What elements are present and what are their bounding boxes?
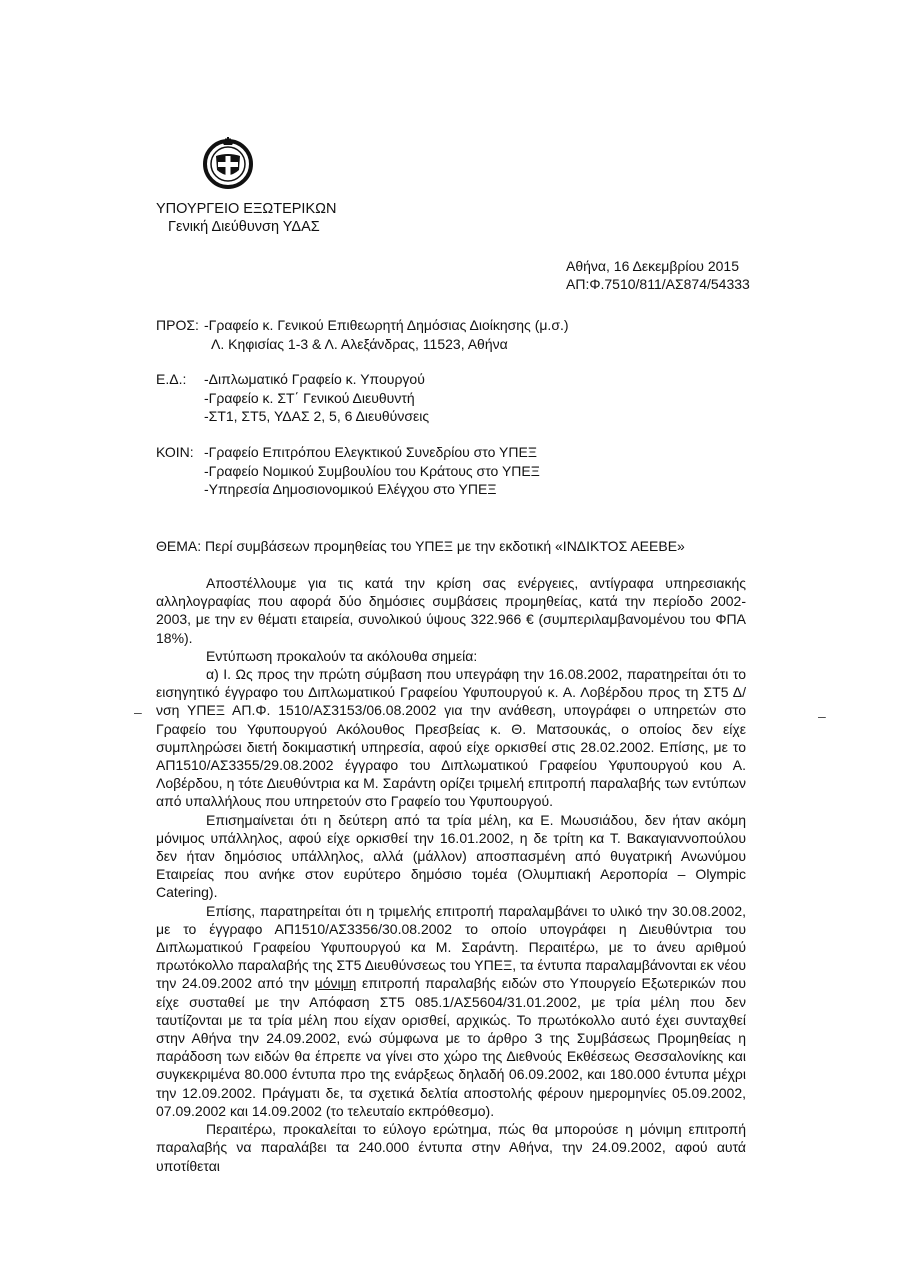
body-text: επιτροπή παραλαβής ειδών στο Υπουργείο Εξωτερικών που είχε συσταθεί με την Απόφαση ΣΤ5 085.1/ΑΣ5604/31.01.2002, με τρία μέλη που δεν ταυτίζονται με τα τρία μέλη που είχαν ορισθεί, αρχικώς. Το πρωτόκολλο αυτό έχει συνταχθεί στην Αθήνα την 24.09.2002, ενώ σύμφωνα με το άρθρο 3 της Συμβάσεως Προμηθείας η παράδοση των ειδών θα έπρεπε να γίνει στο χώρο της Διεθνούς Εκθέσεως Θεσσαλονίκης και συγκεκριμένα 80.000 έντυπα προ της ενάρξεως δηλαδή 06.09.2002, και 180.000 έντυπα μέχρι την 12.09.2002. Πράγματι δε, τα σχετικά δελτία αποστολής φέρουν ημερομηνίες 05.09.2002, 07.09.2002 και 14.09.2002 (το τελευταίο εκπρόθεσμο).	[156, 975, 746, 1119]
underlined-term: μόνιμη	[314, 975, 357, 992]
left-margin-mark: –	[134, 704, 142, 720]
body-paragraph: α) Ι. Ως προς την πρώτη σύμβαση που υπεγράφη την 16.08.2002, παρατηρείται ότι το εισηγητικό έγγραφο του Διπλωματικού Γραφείου Υφυπουργού κ. Α. Λοβέρδου προς τη ΣΤ5 Δ/νση ΥΠΕΞ ΑΠ.Φ. 1510/ΑΣ3153/06.08.2002 για την ανάθεση, υπογράφει ο υπηρετών στο Γραφείο του Υφυπουργού Ακόλουθος Πρεσβείας κ. Θ. Ματσουκάς, ο οποίος δεν είχε συμπληρώσει διετή δοκιμαστική υπηρεσία, αφού είχε ορκισθεί στις 28.02.2002. Επίσης, με το ΑΠ1510/ΑΣ3355/29.08.2002 έγγραφο του Διπλωματικού Γραφείου Υφυπουργού κου Α. Λοβέρδου, η τότε Διευθύντρια κα Μ. Σαράντη ορίζει τριμελή επιτροπή παραλαβής των εντύπων από υπαλλήλους που υπηρετούν στο Γραφείο του Υφυπουργού.	[156, 666, 746, 810]
cc-line: -Γραφείο Επιτρόπου Ελεγκτικού Συνεδρίου στο ΥΠΕΞ	[204, 444, 537, 460]
internal-label: Ε.Δ.:	[156, 371, 187, 387]
issuer-block	[156, 200, 336, 236]
internal-line: -ΣΤ1, ΣΤ5, ΥΔΑΣ 2, 5, 6 Διευθύνσεις	[204, 408, 430, 424]
subject-line: ΘΕΜΑ: Περί συμβάσεων προμηθείας του ΥΠΕΞ με την εκδοτική «ΙΝΔΙΚΤΟΣ ΑΕΕΒΕ»	[156, 538, 685, 554]
cc-line: -Υπηρεσία Δημοσιονομικού Ελέγχου στο ΥΠΕΞ	[204, 481, 497, 497]
directorate-name: Γενική Διεύθυνση ΥΔΑΣ	[168, 219, 320, 235]
to-line: Λ. Κηφισίας 1-3 & Λ. Αλεξάνδρας, 11523, Αθήνα	[211, 335, 508, 352]
body-paragraph: Επισημαίνεται ότι η δεύτερη από τα τρία μέλη, κα Ε. Μωυσιάδου, δεν ήταν ακόμη μόνιμος υπάλληλος, αφού είχε ορκισθεί την 16.01.2002, η δε τρίτη κα Τ. Βακαγιαννοπούλου δεν ήταν δημόσιος υπάλληλος, αλλά (μάλλον) αποσπασμένη από θυγατρική Ανωνύμου Εταιρείας που ανήκε στον ευρύτερο δημόσιο τομέα (Ολυμπιακή Αεροπορία – Olympic Catering).	[156, 811, 746, 901]
body-text: Επίσης, παρατηρείται ότι η τριμελής επιτροπή παραλαμβάνει το υλικό την 30.08.2002, με το έγγραφο ΑΠ1510/ΑΣ3356/30.08.2002 το οποίο υπογράφει η Διευθύντρια του Διπλωματικού Γραφείου Υφυπουργού κα Μ. Σαράντη. Περαιτέρω, με το άνευ αριθμού πρωτόκολλο παραλαβής της ΣΤ5 Διευθύνσεως του ΥΠΕΞ, τα έντυπα παραλαμβάνονται εκ νέου την 24.09.2002 από την	[156, 902, 746, 992]
cc-line: -Γραφείο Νομικού Συμβουλίου του Κράτους στο ΥΠΕΞ	[204, 462, 540, 479]
letter-body	[156, 574, 746, 1175]
to-line: -Γραφείο κ. Γενικού Επιθεωρητή Δημόσιας Διοίκησης (μ.σ.)	[204, 317, 569, 333]
document-date: Αθήνα, 16 Δεκεμβρίου 2015	[566, 258, 739, 274]
ministry-name: ΥΠΟΥΡΓΕΙΟ ΕΞΩΤΕΡΙΚΩΝ	[156, 201, 337, 217]
body-paragraph	[156, 902, 746, 1120]
to-label: ΠΡΟΣ:	[156, 317, 199, 333]
internal-line: -Γραφείο κ. ΣΤ΄ Γενικού Διευθυντή	[204, 389, 415, 406]
date-reference-block	[566, 257, 750, 293]
cc-label: ΚΟΙΝ:	[156, 444, 194, 460]
body-paragraph: Εντύπωση προκαλούν τα ακόλουθα σημεία:	[206, 647, 478, 664]
protocol-number: ΑΠ:Φ.7510/811/ΑΣ874/54333	[566, 276, 750, 292]
greek-state-seal-icon	[202, 136, 254, 190]
right-margin-mark: –	[818, 708, 826, 724]
internal-line: -Διπλωματικό Γραφείο κ. Υπουργού	[204, 371, 425, 387]
body-paragraph: Αποστέλλουμε για τις κατά την κρίση σας ενέργειες, αντίγραφα υπηρεσιακής αλληλογραφίας που αφορά δύο δημόσιες συμβάσεις προμηθείας, κατά την περίοδο 2002-2003, με την εν θέματι εταιρεία, συνολικού ύψους 322.966 € (συμπεριλαμβανομένου του ΦΠΑ 18%).	[156, 575, 746, 646]
body-paragraph: Περαιτέρω, προκαλείται το εύλογο ερώτημα, πώς θα μπορούσε η μόνιμη επιτροπή παραλαβής να παραλάβει τα 240.000 έντυπα στην Αθήνα, την 24.09.2002, αφού αυτά υποτίθεται	[156, 1121, 746, 1174]
